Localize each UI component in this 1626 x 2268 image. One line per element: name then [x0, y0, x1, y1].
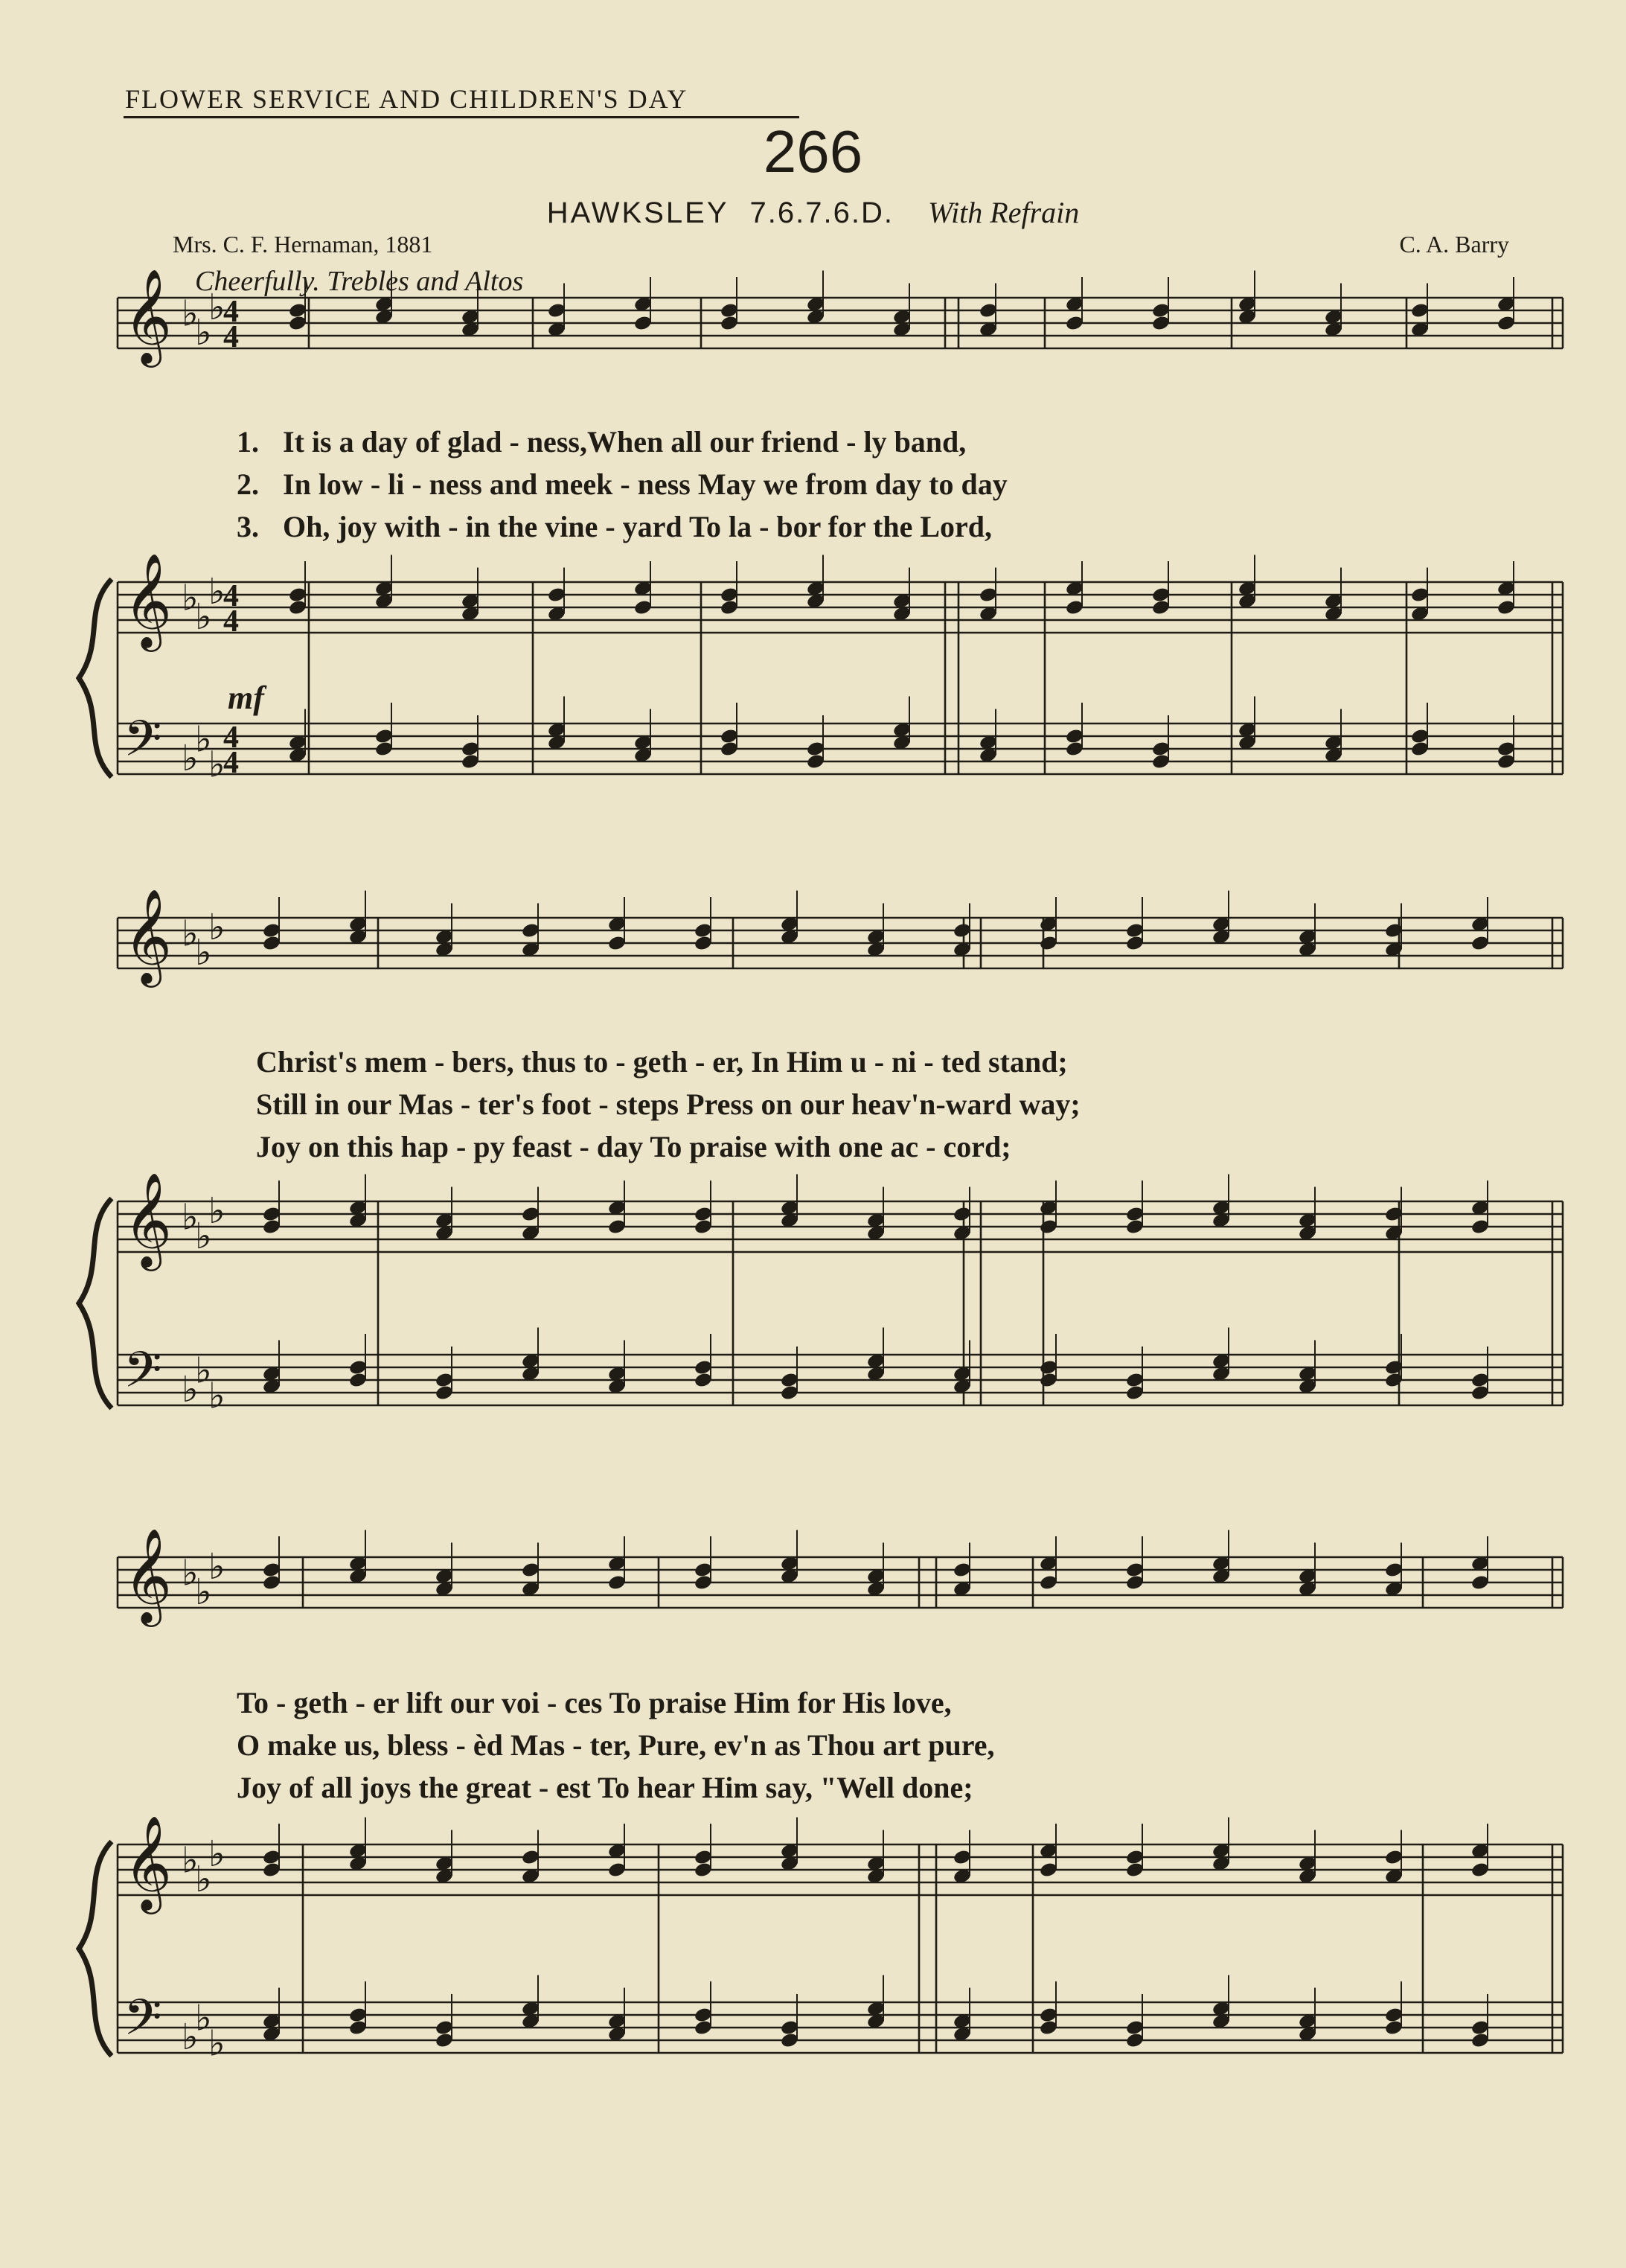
flat-sign: ♭	[208, 744, 225, 786]
flat-sign: ♭	[182, 738, 199, 779]
bass-clef-icon: 𝄢	[124, 710, 162, 779]
time-signature: 4	[223, 604, 239, 639]
flat-sign: ♭	[182, 577, 199, 619]
bass-clef-icon: 𝄢	[124, 1341, 162, 1411]
flat-sign: ♭	[208, 907, 225, 948]
flat-sign: ♭	[208, 1833, 225, 1875]
lyric-text: Oh, joy with - in the vine - yard To la - bor for the Lord,	[283, 510, 993, 543]
flat-sign: ♭	[195, 312, 212, 354]
treble-clef-icon: 𝄞	[124, 1815, 173, 1910]
flat-sign: ♭	[208, 2022, 225, 2065]
flat-sign: ♭	[195, 1216, 212, 1257]
time-signature: 4	[223, 320, 239, 354]
lyric-line	[237, 1728, 995, 1763]
time-signature: 4	[223, 721, 239, 755]
lyric-line	[237, 1770, 973, 1805]
lyric-text: Joy on this hap - py feast - day To praise with one ac - cord;	[256, 1130, 1011, 1163]
tune-meter: 7.6.7.6.D.	[749, 197, 894, 229]
time-signature: 4	[223, 746, 239, 780]
grand-staff-brace	[79, 579, 112, 777]
author-credit: Mrs. C. F. Hernaman, 1881	[173, 231, 433, 258]
treble-clef-icon: 𝄞	[124, 268, 173, 363]
hymn-number: 266	[763, 118, 863, 185]
bass-clef-icon: 𝄢	[124, 1989, 162, 2058]
flat-sign: ♭	[182, 913, 199, 955]
flat-sign: ♭	[195, 718, 212, 761]
verse-number: 2.	[237, 467, 259, 501]
flat-sign: ♭	[195, 932, 212, 974]
flat-sign: ♭	[182, 1196, 199, 1239]
verse-number: 1.	[237, 425, 259, 459]
flat-sign: ♭	[208, 1190, 225, 1232]
lyric-line	[237, 424, 966, 459]
flat-sign: ♭	[208, 571, 225, 613]
lyric-text: It is a day of glad - ness,When all our friend - ly band,	[283, 425, 967, 459]
flat-sign: ♭	[208, 1546, 225, 1588]
treble-clef-icon: 𝄞	[124, 1527, 173, 1623]
flat-sign: ♭	[195, 1859, 212, 1900]
flat-sign: ♭	[195, 1571, 212, 1613]
flat-sign: ♭	[182, 1369, 199, 1411]
grand-staff-brace	[79, 1841, 112, 2056]
lyric-line	[237, 1685, 952, 1720]
dynamic-marking: mf	[228, 680, 264, 716]
flat-sign: ♭	[208, 1375, 225, 1417]
composer-credit: C. A. Barry	[1399, 231, 1509, 258]
flat-sign: ♭	[195, 596, 212, 638]
flat-sign: ♭	[182, 293, 199, 335]
grand-staff-brace	[79, 1198, 112, 1408]
lyric-line	[256, 1044, 1068, 1079]
lyric-text: In low - li - ness and meek - ness May we from day to day	[283, 467, 1008, 501]
flat-sign: ♭	[195, 1349, 212, 1392]
lyric-text: Christ's mem - bers, thus to - geth - er, In Him u - ni - ted stand;	[256, 1045, 1068, 1079]
lyric-text: Still in our Mas - ter's foot - steps Press on our heav'n-ward way;	[256, 1087, 1081, 1121]
refrain-note: With Refrain	[927, 196, 1080, 229]
time-signature: 4	[223, 579, 239, 613]
lyric-line	[237, 467, 1008, 502]
lyric-text: O make us, bless - èd Mas - ter, Pure, ev'n as Thou art pure,	[237, 1728, 995, 1762]
tune-name: HAWKSLEY	[546, 197, 729, 229]
verse-number: 3.	[237, 510, 259, 543]
lyric-line	[256, 1087, 1081, 1122]
flat-sign: ♭	[208, 287, 225, 328]
treble-clef-icon: 𝄞	[124, 552, 173, 648]
flat-sign: ♭	[182, 2016, 199, 2058]
lyric-line	[237, 509, 992, 544]
lyric-text: To - geth - er lift our voi - ces To praise Him for His love,	[237, 1686, 952, 1719]
treble-clef-icon: 𝄞	[124, 888, 173, 983]
flat-sign: ♭	[195, 1997, 212, 2039]
tempo-marking: Cheerfully. Trebles and Altos	[195, 266, 524, 297]
time-signature: 4	[223, 295, 239, 329]
section-title: FLOWER SERVICE AND CHILDREN'S DAY	[125, 84, 688, 114]
flat-sign: ♭	[182, 1552, 199, 1594]
flat-sign: ♭	[182, 1839, 199, 1882]
treble-clef-icon: 𝄞	[124, 1172, 173, 1267]
lyric-line	[256, 1129, 1011, 1164]
lyric-text: Joy of all joys the great - est To hear Him say, "Well done;	[237, 1771, 973, 1804]
